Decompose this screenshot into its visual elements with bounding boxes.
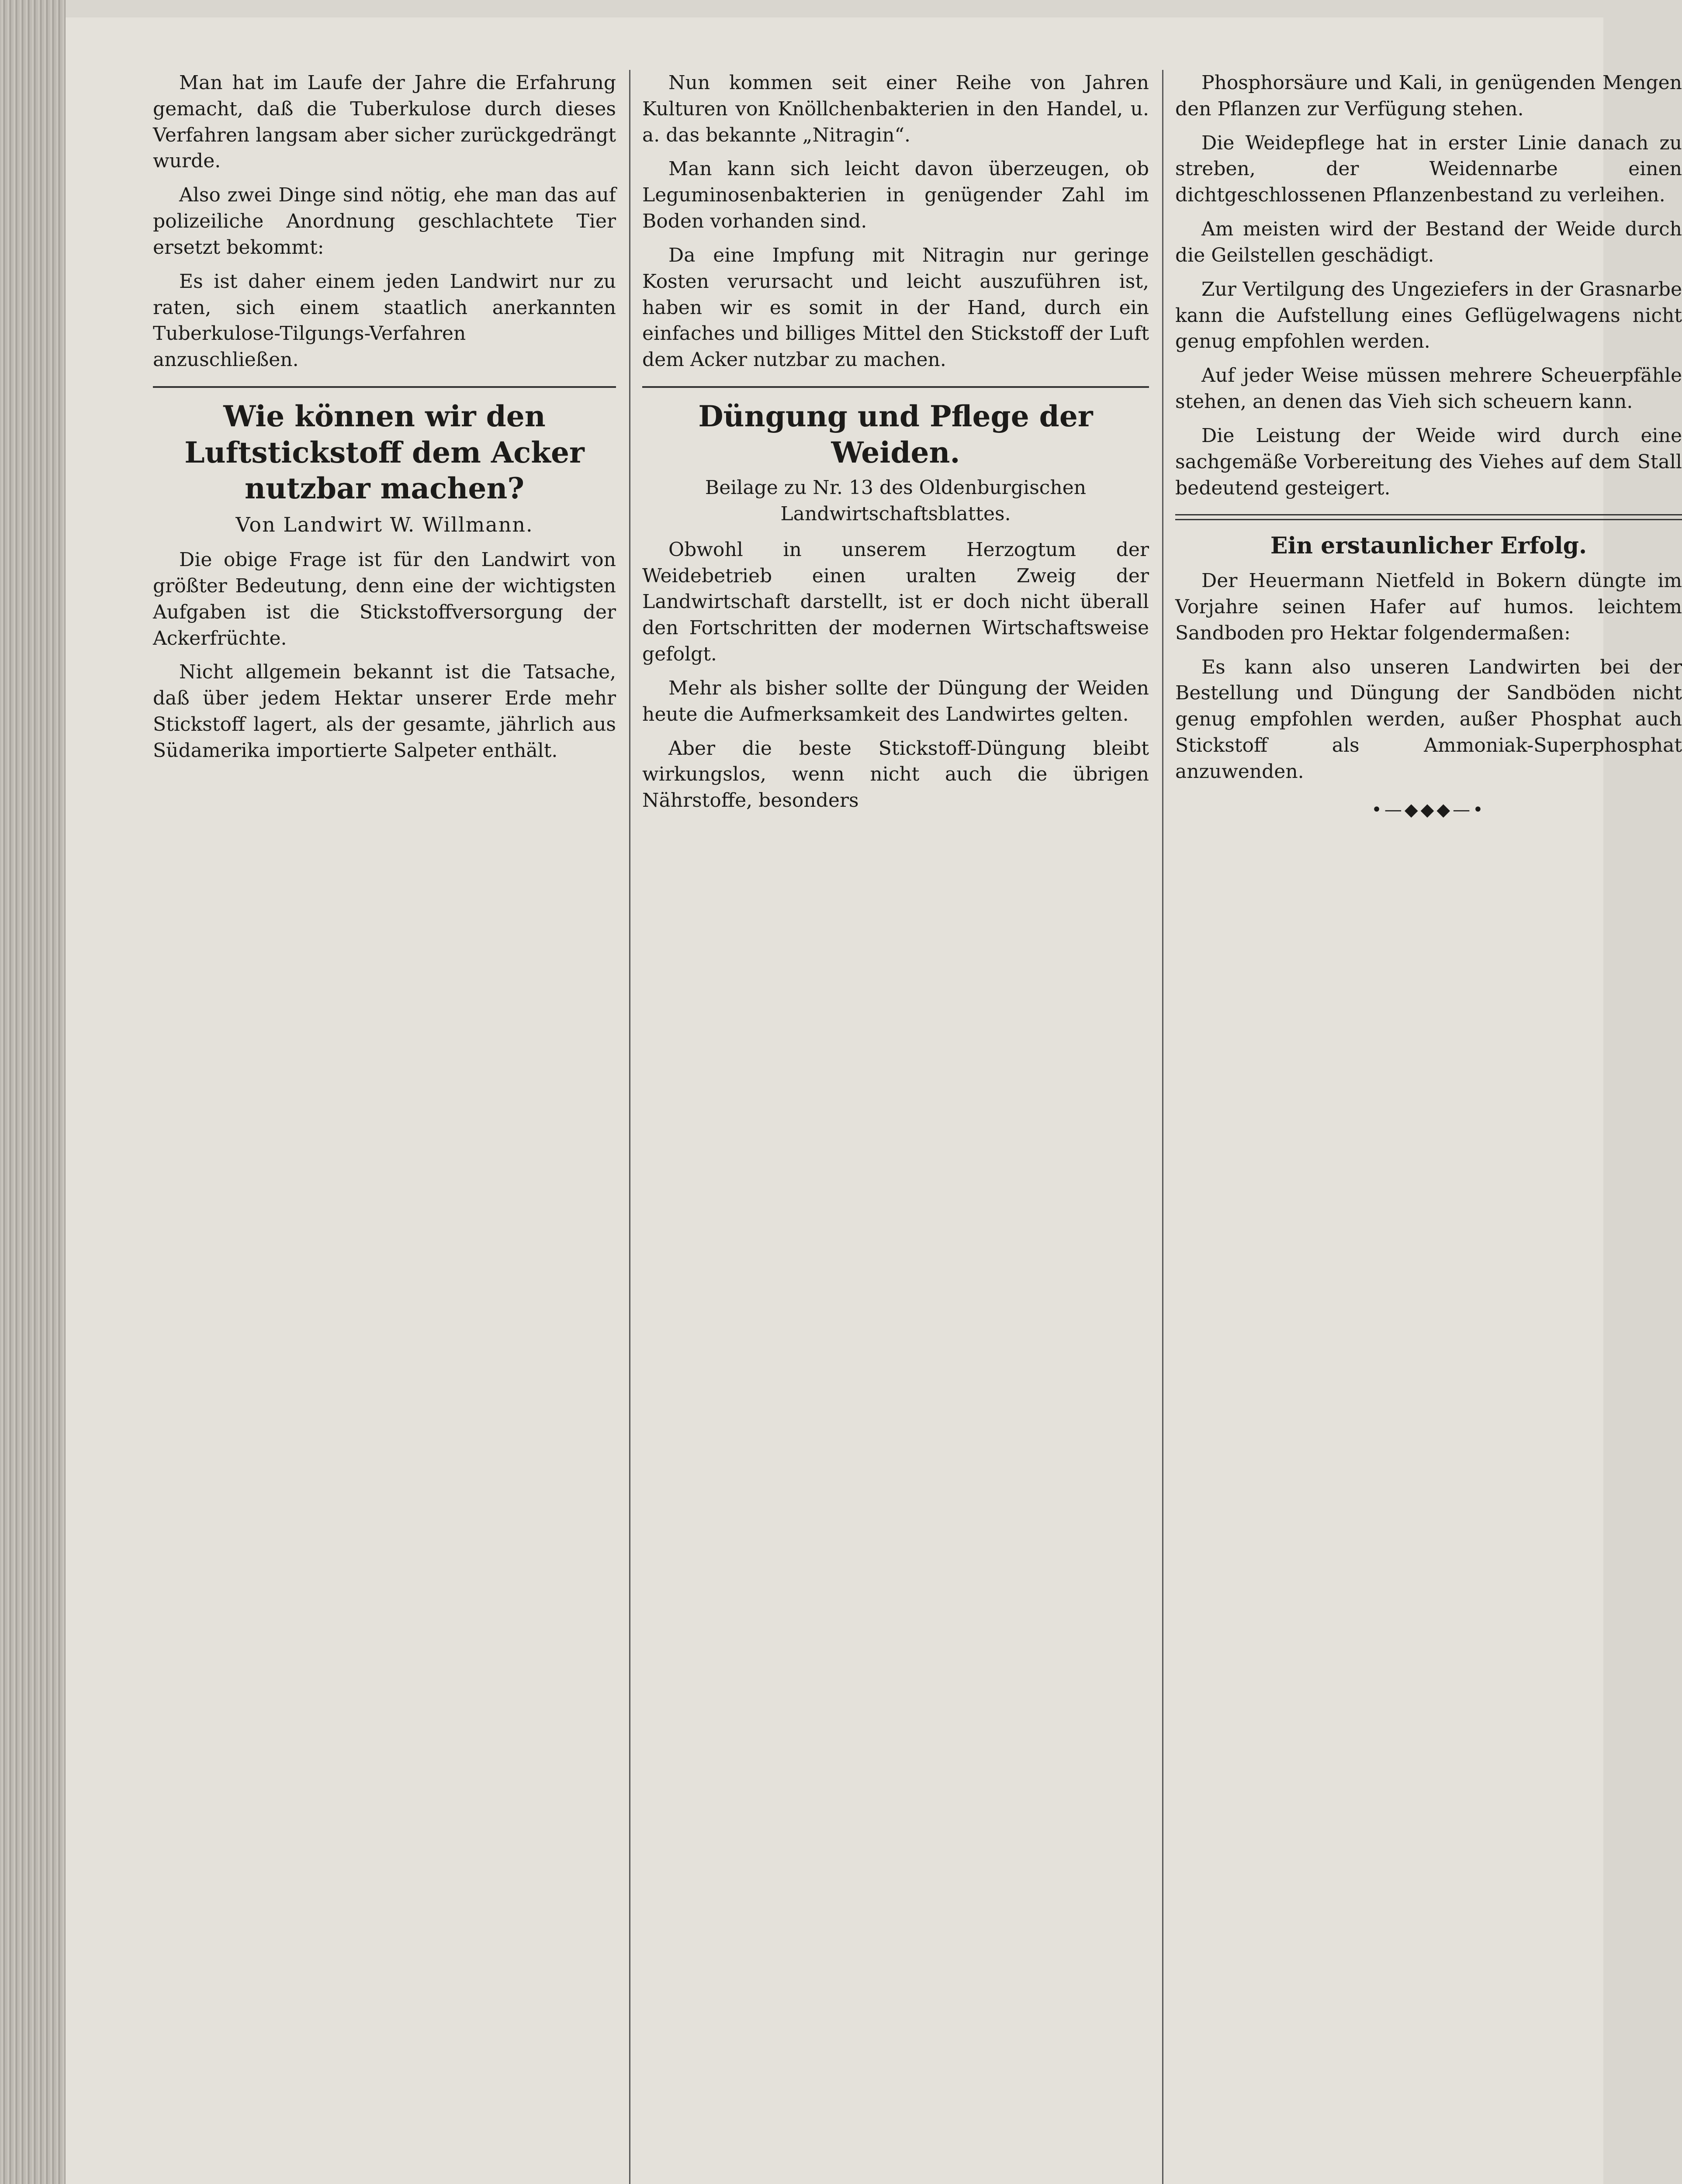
article-divider [153, 386, 616, 388]
column-divider [1162, 70, 1163, 2184]
paragraph: Auf jeder Weise müssen mehrere Scheuerpfähle stehen, an denen das Vieh sich scheuern kann. [1175, 364, 1682, 413]
paragraph: Es kann also unseren Landwirten bei der Bestellung und Düngung der Sandböden nicht genug empfohlen werden, außer Phosphat auch Stickstoff als Ammoniak-Superphosphat anzuwenden. [1175, 656, 1682, 783]
paragraph: Die obige Frage ist für den Landwirt von größter Bedeutung, denn eine der wichtigsten Aufgaben ist die Stickstoffversorgung der Ackerfrüchte. [153, 549, 616, 650]
paragraph: Der Heuermann Nietfeld in Bokern düngte im Vorjahre seinen Hafer auf humos. leichtem Sandboden pro Hektar folgendermaßen: [1175, 570, 1682, 644]
paragraph: Obwohl in unserem Herzogtum der Weidebetrieb einen uralten Zweig der Landwirtschaft darstellt, ist er doch nicht überall den Fortschritten der modernen Wirtschaftsweise gefolgt. [642, 538, 1149, 666]
article-title: Ein erstaunlicher Erfolg. [1270, 532, 1587, 560]
paragraph: Nun kommen seit einer Reihe von Jahren Kulturen von Knöllchenbakterien in den Handel, u. a. das bekannte „Nitragin“. [642, 72, 1149, 146]
paragraph: Mehr als bisher sollte der Düngung der Weiden heute die Aufmerksamkeit des Landwirtes gelten. [642, 677, 1149, 726]
paragraph: Da eine Impfung mit Nitragin nur geringe Kosten verursacht und leicht auszuführen ist, haben wir es somit in der Hand, durch ein einfaches und billiges Mittel den Stickstoff der Luft dem Acker nutzbar zu machen. [642, 244, 1149, 371]
article-divider [1175, 514, 1682, 520]
book-edge [0, 0, 66, 2184]
ornament-divider: •—◆◆◆—• [1371, 799, 1486, 820]
column-middle [642, 70, 1149, 822]
paragraph: Aber die beste Stickstoff-Düngung bleibt wirkungslos, wenn nicht auch die übrigen Nährstoffe, besonders [642, 737, 1149, 812]
paragraph: Am meisten wird der Bestand der Weide durch die Geilstellen geschädigt. [1175, 218, 1682, 266]
column-left [153, 70, 616, 772]
paragraph: Die Weidepflege hat in erster Linie danach zu streben, der Weidennarbe einen dichtgeschlossenen Pflanzenbestand zu verleihen. [1175, 131, 1682, 207]
paragraph: Man hat im Laufe der Jahre die Erfahrung gemacht, daß die Tuberkulose durch dieses Verfahren langsam aber sicher zurückgedrängt wurde. [153, 72, 616, 173]
paragraph: Es ist daher einem jeden Landwirt nur zu raten, sich einem staatlich anerkannten Tuberkulose-Tilgungs-Verfahren anzuschließen. [153, 270, 616, 371]
paragraph: Zur Vertilgung des Ungeziefers in der Grasnarbe kann die Aufstellung eines Geflügelwagens nicht genug empfohlen werden. [1175, 278, 1682, 353]
paragraph: Die Leistung der Weide wird durch eine sachgemäße Vorbereitung des Viehes auf dem Stall bedeutend gesteigert. [1175, 424, 1682, 499]
paragraph: Man kann sich leicht davon überzeugen, ob Leguminosenbakterien in genügender Zahl im Boden vorhanden sind. [642, 158, 1149, 233]
paragraph: Also zwei Dinge sind nötig, ehe man das auf polizeiliche Anordnung geschlachtete Tier ersetzt bekommt: [153, 184, 616, 259]
column-right [1175, 70, 1682, 822]
newspaper-page [66, 17, 1682, 2184]
paragraph: Nicht allgemein bekannt ist die Tatsache, daß über jedem Hektar unserer Erde mehr Stickstoff lagert, als der gesamte, jährlich aus Südamerika importierte Salpeter enthält. [153, 661, 616, 762]
article-subtitle: Beilage zu Nr. 13 des Oldenburgischen Landwirtschaftsblattes. [705, 477, 1087, 525]
article-divider [642, 386, 1149, 388]
column-divider [629, 70, 630, 2184]
article-byline: Von Landwirt W. Willmann. [235, 512, 533, 536]
paragraph: Phosphorsäure und Kali, in genügenden Mengen den Pflanzen zur Verfügung stehen. [1175, 72, 1682, 120]
article-title: Wie können wir den Luftstickstoff dem Acker nutzbar machen? [184, 399, 585, 506]
article-title: Düngung und Pflege der Weiden. [698, 399, 1093, 470]
